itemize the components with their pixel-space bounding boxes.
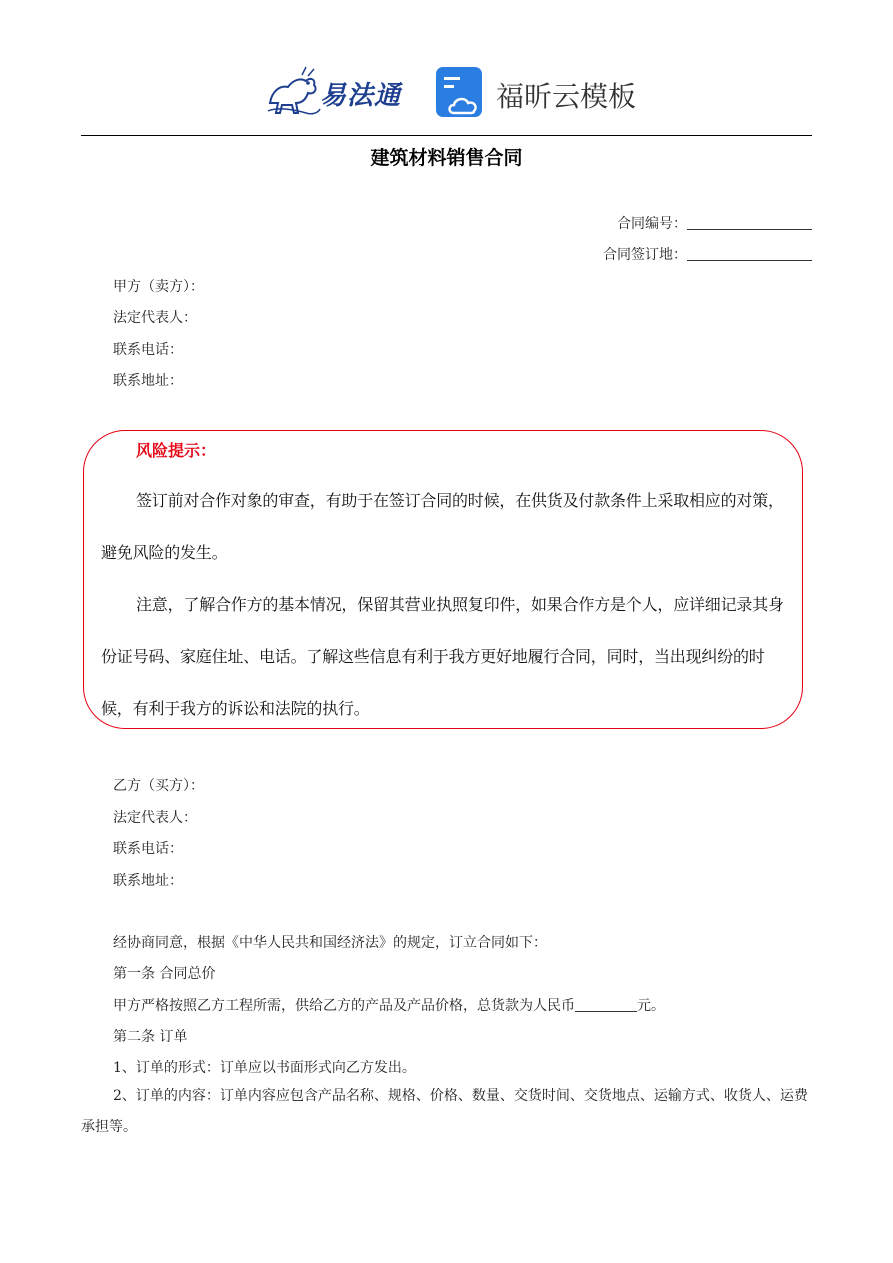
party-a-rep-label: 法定代表人： [113, 310, 197, 326]
article-2-item-1: 1、订单的形式：订单应以书面形式向乙方发出。 [113, 1060, 416, 1076]
logo-left-text: 易法通 [320, 81, 402, 111]
foxit-template-logo [436, 65, 636, 121]
party-b-name-label: 乙方（买方）： [113, 778, 204, 794]
article-2-item-2: 2、订单的内容：订单内容应包含产品名称、规格、价格、数量、交货时间、交货地点、运输方式、收货人、运费承担等。 [81, 1088, 808, 1135]
sign-place-label: 合同签订地： [603, 247, 687, 263]
header [0, 55, 893, 125]
article-1-title: 第一条 合同总价 [113, 966, 216, 982]
article-1-text-before: 甲方严格按照乙方工程所需，供给乙方的产品及产品价格，总货款为人民币 [113, 998, 575, 1014]
party-a-name-label: 甲方（卖方）： [113, 279, 204, 295]
party-b-phone-label: 联系电话： [113, 841, 183, 857]
article-1-text [113, 995, 665, 1015]
article-2-title: 第二条 订单 [113, 1029, 188, 1045]
sign-place-line [603, 244, 812, 264]
qilin-emblem-icon [262, 63, 322, 119]
article-1-text-after: 元。 [637, 998, 665, 1014]
contract-number-line [617, 213, 812, 233]
sign-place-blank [687, 246, 812, 261]
total-price-blank [575, 997, 637, 1012]
risk-paragraph-2: 注意，了解合作方的基本情况，保留其营业执照复印件，如果合作方是个人，应详细记录其身份证号码、家庭住址、电话。了解这些信息有利于我方更好地履行合同，同时，当出现纠纷的时候，有利于我方的诉讼和法院的执行。 [101, 595, 784, 718]
cloud-document-icon [436, 67, 488, 119]
party-b-address-label: 联系地址： [113, 873, 183, 889]
header-divider [81, 135, 812, 136]
logo-right-text: 福昕云模板 [496, 80, 637, 113]
yifatong-logo [262, 63, 412, 119]
party-b-rep-label: 法定代表人： [113, 810, 197, 826]
party-a-phone-label: 联系电话： [113, 342, 183, 358]
risk-paragraph-1: 签订前对合作对象的审查，有助于在签订合同的时候，在供货及付款条件上采取相应的对策，避免风险的发生。 [101, 491, 784, 562]
document-title: 建筑材料销售合同 [370, 147, 523, 169]
contract-number-blank [687, 215, 812, 230]
contract-intro: 经协商同意，根据《中华人民共和国经济法》的规定，订立合同如下： [113, 935, 547, 951]
party-a-address-label: 联系地址： [113, 373, 183, 389]
contract-number-label: 合同编号： [617, 216, 687, 232]
risk-notice-title: 风险提示： [136, 441, 217, 460]
